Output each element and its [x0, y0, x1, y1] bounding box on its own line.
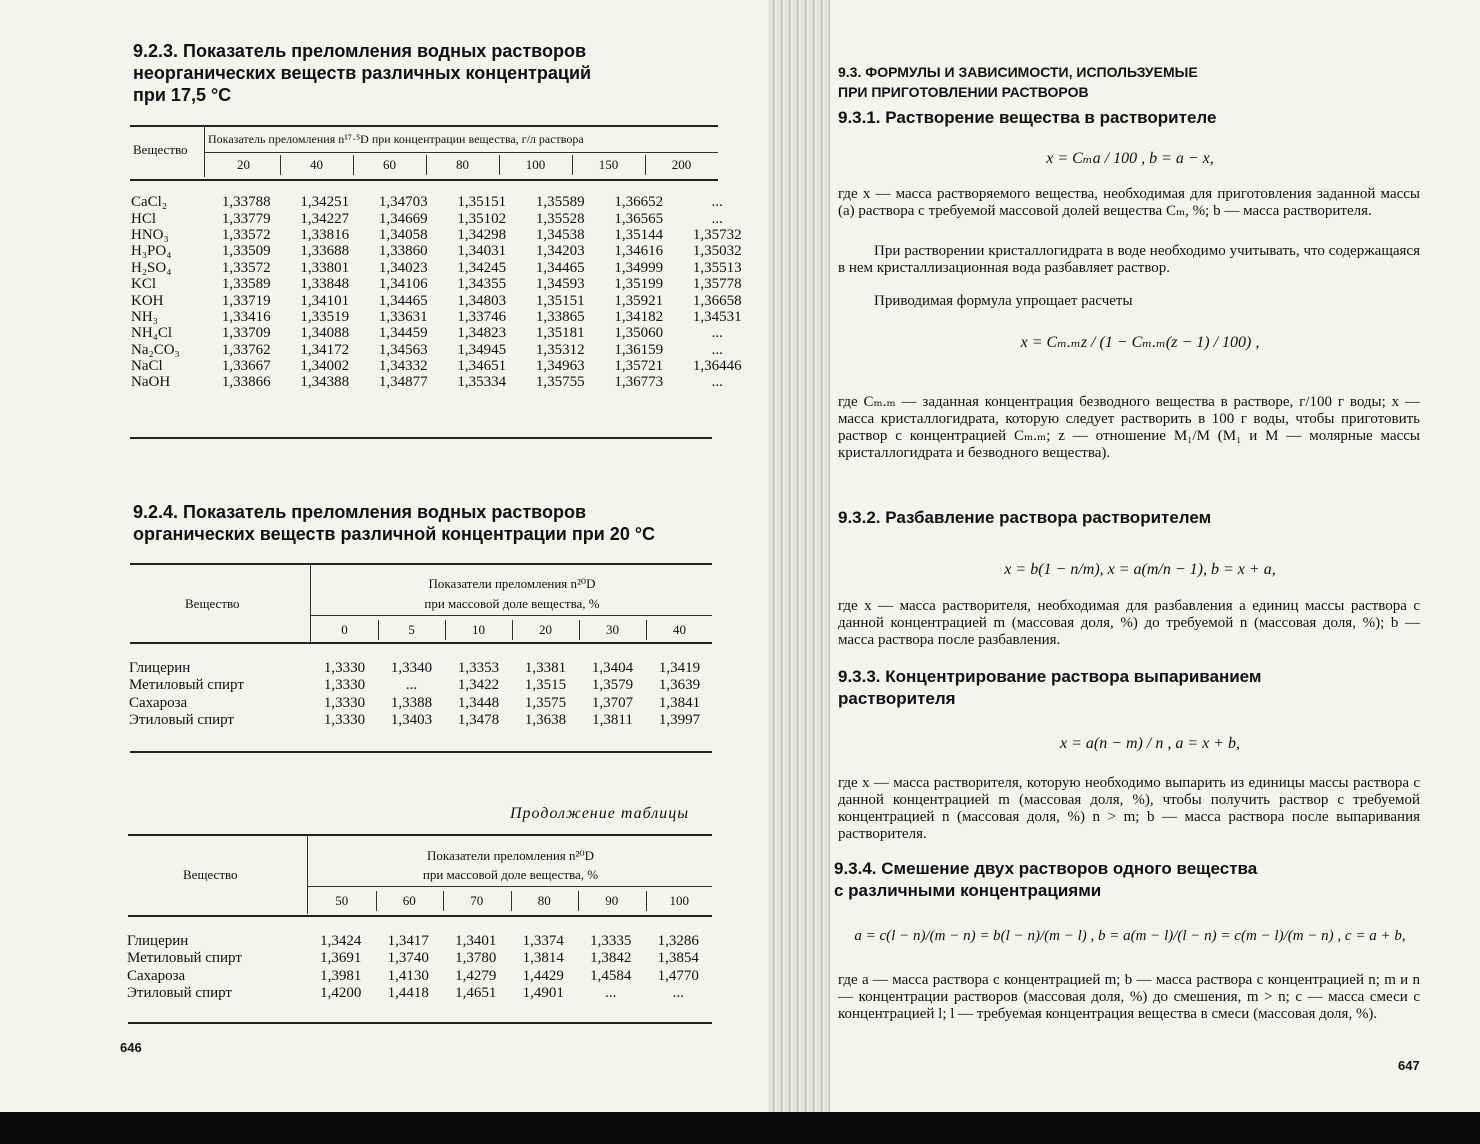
- right-page: [830, 0, 1480, 1112]
- column-header: 40: [673, 622, 686, 637]
- table-cell: 1,34227: [300, 210, 350, 227]
- column-divider: [445, 620, 446, 640]
- table-cell: 1,35513: [692, 259, 742, 276]
- table-row: [131, 374, 757, 390]
- table-cell: 1,3401: [455, 932, 497, 949]
- table-cell: 1,34088: [300, 325, 350, 342]
- column-header-substance: Вещество: [185, 596, 240, 611]
- substance-name: Na₂CO₃: [131, 341, 180, 358]
- table-cell: 1,3981: [320, 967, 362, 984]
- table-cell: ...: [711, 210, 723, 227]
- title-line: 9.2.4. Показатель преломления водных растворов: [133, 502, 587, 522]
- table-cell: 1,3330: [323, 659, 366, 676]
- table-cell: 1,3478: [457, 712, 500, 729]
- header-bottom-rule: [130, 179, 718, 181]
- section-title-9-3-1: 9.3.1. Растворение вещества в растворителе: [838, 108, 1217, 127]
- group-header-line: Показатели преломления n²⁰D: [426, 848, 595, 863]
- substance-name: Сахароза: [127, 967, 186, 984]
- table-cell: 1,3381: [524, 659, 567, 676]
- table-cell: 1,35778: [692, 276, 742, 293]
- table-cell: 1,33746: [457, 308, 507, 325]
- table-cell: 1,34182: [614, 308, 664, 325]
- table-cell: 1,3854: [657, 950, 699, 967]
- table-cell: 1,3422: [457, 677, 500, 694]
- table-cell: 1,3330: [323, 677, 366, 694]
- table-cell: 1,33865: [535, 308, 585, 325]
- table-cell: 1,33788: [221, 194, 271, 211]
- table-bottom-rule: [130, 437, 712, 439]
- table-cell: 1,36565: [614, 210, 664, 227]
- table-row: [127, 967, 712, 985]
- column-divider: [578, 891, 579, 911]
- column-header: 20: [539, 622, 552, 637]
- table-cell: 1,34823: [457, 325, 507, 342]
- table-bottom-rule: [128, 1022, 712, 1024]
- column-header-substance: Вещество: [183, 867, 238, 882]
- table-cell: 1,3707: [591, 694, 634, 711]
- table-cell: 1,34531: [692, 308, 742, 325]
- column-header: 70: [470, 893, 484, 908]
- table-cell: 1,3335: [590, 932, 632, 949]
- title-line: неорганических веществ различных концентраций: [133, 63, 592, 83]
- table-cell: 1,34251: [300, 194, 350, 211]
- column-divider: [646, 891, 647, 911]
- column-divider: [353, 155, 354, 175]
- organic-table-continued: [127, 932, 712, 1002]
- table-cell: 1,3811: [592, 712, 633, 729]
- column-divider: [645, 155, 646, 175]
- table-cell: 1,34031: [457, 243, 507, 260]
- table-top-rule: [130, 125, 718, 127]
- table-cell: 1,33667: [221, 358, 271, 375]
- column-header: 10: [472, 622, 485, 637]
- table-cell: 1,35312: [535, 341, 585, 358]
- table-cell: 1,33848: [300, 276, 350, 293]
- table-cell: 1,34058: [378, 226, 428, 243]
- table-cell: 1,36159: [614, 341, 664, 358]
- table-cell: 1,33709: [221, 325, 271, 342]
- table-cell: 1,35032: [692, 243, 742, 260]
- table-row: [131, 325, 757, 341]
- heading-line: 9.3. ФОРМУЛЫ И ЗАВИСИМОСТИ, ИСПОЛЬЗУЕМЫЕ: [838, 64, 1198, 80]
- table-cell: 1,3814: [522, 950, 564, 967]
- formula-evaporation: x = a(n − m) / n , a = x + b,: [1059, 735, 1241, 752]
- header-rule: [308, 886, 712, 887]
- table-cell: 1,35151: [457, 194, 507, 211]
- table-cell: 1,3330: [323, 712, 366, 729]
- table-cell: 1,33688: [300, 243, 350, 260]
- table-cell: 1,4584: [590, 967, 632, 984]
- table-cell: 1,35102: [457, 210, 507, 227]
- column-divider: [443, 891, 444, 911]
- table-cell: 1,3424: [320, 932, 362, 949]
- substance-name: Глицерин: [129, 659, 191, 676]
- title-line: растворителя: [838, 689, 956, 708]
- table-cell: 1,34172: [300, 341, 350, 358]
- table-cell: 1,33816: [300, 226, 350, 243]
- group-header-line: при массовой доле вещества, %: [422, 867, 599, 882]
- table-cell: 1,34999: [614, 259, 664, 276]
- substance-name: HCl: [131, 210, 157, 227]
- heading-line: ПРИ ПРИГОТОВЛЕНИИ РАСТВОРОВ: [838, 84, 1089, 100]
- table-cell: 1,3997: [658, 712, 701, 729]
- table-row: [129, 712, 713, 730]
- table-cell: 1,3374: [522, 932, 564, 949]
- table-cell: ...: [711, 194, 723, 211]
- column-header: 60: [402, 893, 416, 908]
- table-cell: 1,34101: [300, 292, 350, 309]
- title-line: органических веществ различной концентрации при 20 °C: [133, 524, 656, 544]
- table-cell: 1,33519: [300, 308, 350, 325]
- table-cell: 1,33762: [221, 341, 271, 358]
- table-cell: 1,4651: [455, 985, 497, 1002]
- substance-name: H₂SO₄: [131, 259, 172, 276]
- table-cell: ...: [711, 374, 723, 391]
- paragraph: Приводимая формула упрощает расчеты: [874, 293, 1133, 309]
- table-cell: ...: [605, 985, 617, 1002]
- table-row: [127, 950, 712, 968]
- table-row: [127, 932, 712, 950]
- substance-name: Сахароза: [129, 694, 188, 711]
- column-header: 20: [237, 157, 250, 172]
- book-gutter: [768, 0, 830, 1112]
- column-header: 80: [456, 157, 469, 172]
- table-row: [129, 659, 713, 677]
- table-cell: 1,3286: [657, 932, 699, 949]
- page-number: 647: [1398, 1058, 1420, 1073]
- table-cell: ...: [711, 341, 723, 358]
- table-cell: 1,34465: [535, 259, 585, 276]
- table-cell: 1,3404: [591, 659, 634, 676]
- table-row: [131, 292, 757, 308]
- table-row: [131, 342, 757, 358]
- table-cell: 1,35334: [457, 374, 507, 391]
- substance-name: NH₃: [131, 308, 158, 325]
- section-title-9-3-3: [838, 666, 1262, 710]
- table-cell: 1,35181: [535, 325, 585, 342]
- column-header: 200: [671, 157, 692, 172]
- table-row: [131, 210, 757, 226]
- table-row: [131, 260, 757, 276]
- table-cell: 1,3388: [390, 694, 433, 711]
- substance-name: Этиловый спирт: [127, 985, 232, 1002]
- table-cell: 1,35721: [614, 358, 664, 375]
- column-header-substance: Вещество: [133, 142, 188, 157]
- table-cell: 1,3691: [320, 950, 362, 967]
- table-cell: 1,34669: [378, 210, 428, 227]
- table-row: [131, 227, 757, 243]
- column-divider: [646, 620, 647, 640]
- table-cell: 1,3780: [455, 950, 497, 967]
- table-cell: 1,35060: [614, 325, 664, 342]
- table-cell: 1,34616: [614, 243, 664, 260]
- substance-name: Этиловый спирт: [129, 712, 234, 729]
- column-header: 30: [606, 622, 619, 637]
- column-header: 5: [408, 622, 415, 637]
- table-cell: 1,4279: [455, 967, 497, 984]
- table-cell: 1,34023: [378, 259, 428, 276]
- column-header: 50: [335, 893, 349, 908]
- table-cell: ...: [711, 325, 723, 342]
- table-cell: 1,34593: [535, 276, 585, 293]
- substance-name: KCl: [131, 276, 157, 293]
- paragraph: где x — масса растворителя, которую необходимо выпарить из единицы массы раствора с данной концентрацией m (массовая доля, %), чтобы получить раствор с требуемой концентрацией n (массовая доля, %) n > m; b — масса раствора после выпаривания растворителя.: [838, 775, 1420, 842]
- table-row: [129, 694, 713, 712]
- table-cell: 1,33416: [221, 308, 271, 325]
- formula-dissolution: x = Cₘa / 100 , b = a − x,: [1046, 150, 1214, 167]
- header-bottom-rule: [130, 642, 712, 644]
- substance-name: NaOH: [131, 374, 171, 391]
- section-title-9-2-4: [133, 501, 655, 545]
- section-title-9-3-4: [834, 858, 1257, 902]
- table-cell: 1,34106: [378, 276, 428, 293]
- column-header: 150: [598, 157, 619, 172]
- table-cell: 1,33860: [378, 243, 428, 260]
- organic-table: [129, 659, 713, 729]
- header-bottom-rule: [128, 915, 712, 917]
- chapter-heading: [838, 62, 1198, 102]
- column-divider: [280, 155, 281, 175]
- table-cell: 1,33572: [221, 259, 271, 276]
- table-cell: 1,34945: [457, 341, 507, 358]
- header-rule: [311, 615, 712, 616]
- column-divider: [376, 891, 377, 911]
- table-cell: 1,3638: [524, 712, 567, 729]
- table-cell: 1,33719: [221, 292, 271, 309]
- table-cell: 1,33631: [378, 308, 428, 325]
- title-line: 9.3.4. Смешение двух растворов одного вещества: [834, 859, 1258, 878]
- table-cell: 1,3419: [658, 659, 701, 676]
- table-cell: 1,36446: [692, 358, 742, 375]
- table-cell: 1,34245: [457, 259, 507, 276]
- formula-dilution: x = b(1 − n/m), x = a(m/n − 1), b = x + a,: [1004, 561, 1276, 578]
- substance-name: Метиловый спирт: [129, 677, 244, 694]
- table-cell: 1,3740: [387, 950, 429, 967]
- table-cell: 1,33572: [221, 226, 271, 243]
- group-header-line: при массовой доле вещества, %: [424, 596, 600, 611]
- group-header: Показатель преломления n¹⁷·⁵D при концентрации вещества, г/л раствора: [208, 132, 584, 146]
- table-cell: 1,36652: [614, 194, 664, 211]
- table-cell: 1,33779: [221, 210, 271, 227]
- table-cell: 1,3575: [524, 694, 567, 711]
- table-cell: 1,3403: [390, 712, 433, 729]
- table-cell: 1,35144: [614, 226, 664, 243]
- table-cell: 1,33801: [300, 259, 350, 276]
- paragraph: где x — масса растворяемого вещества, необходимая для приготовления заданной массы (a) раствора с требуемой массовой долей вещества Cₘ, %; b — масса растворителя.: [838, 186, 1420, 219]
- inorganic-table: [131, 194, 757, 391]
- substance-name: Глицерин: [127, 932, 189, 949]
- table-cell: 1,34803: [457, 292, 507, 309]
- column-divider: [426, 155, 427, 175]
- table-cell: 1,3639: [658, 677, 701, 694]
- table-cell: 1,3448: [457, 694, 500, 711]
- table-cell: 1,36773: [614, 374, 664, 391]
- table-row: [129, 677, 713, 695]
- table-row: [131, 309, 757, 325]
- table-cell: 1,35921: [614, 292, 664, 309]
- table-cell: 1,35199: [614, 276, 664, 293]
- table-cell: 1,3353: [457, 659, 500, 676]
- column-header: 100: [669, 893, 689, 908]
- column-header: 0: [341, 622, 348, 637]
- table-cell: 1,3417: [387, 932, 429, 949]
- group-header-line: Показатели преломления n²⁰D: [428, 576, 596, 591]
- table-cell: 1,35589: [535, 194, 585, 211]
- table-cell: 1,4429: [522, 967, 564, 984]
- table-cell: 1,35755: [535, 374, 585, 391]
- table-cell: 1,34203: [535, 243, 585, 260]
- table-cell: 1,4901: [522, 985, 564, 1002]
- table-cell: 1,4200: [320, 985, 362, 1002]
- table-cell: 1,35732: [692, 226, 742, 243]
- substance-name: Метиловый спирт: [127, 950, 242, 967]
- column-header: 60: [383, 157, 396, 172]
- substance-name: NH₄Cl: [131, 325, 173, 342]
- paragraph: где a — масса раствора с концентрацией m; b — масса раствора с концентрацией n; m и n — концентрации растворов (массовая доля, %) до смешения, m > n; c — масса смеси с концентрацией l; l — требуемая концентрация вещества в смеси (массовая доля, %).: [838, 972, 1420, 1022]
- table-cell: 1,34332: [378, 358, 428, 375]
- table-top-rule: [128, 834, 712, 836]
- title-line: 9.2.3. Показатель преломления водных растворов: [133, 41, 587, 61]
- table-cell: 1,34002: [300, 358, 350, 375]
- table-cell: 1,34459: [378, 325, 428, 342]
- column-header: 90: [605, 893, 619, 908]
- column-divider: [499, 155, 500, 175]
- table-cell: ...: [405, 677, 418, 694]
- title-line: 9.3.3. Концентрирование раствора выпариванием: [838, 667, 1262, 686]
- table-cell: 1,33509: [221, 243, 271, 260]
- table-cell: 1,34388: [300, 374, 350, 391]
- title-line: при 17,5 °C: [133, 85, 232, 105]
- table-cell: 1,36658: [692, 292, 742, 309]
- table-cell: 1,33866: [221, 374, 271, 391]
- column-header: 80: [537, 893, 551, 908]
- section-title-9-3-2: 9.3.2. Разбавление раствора растворителем: [838, 508, 1212, 527]
- paragraph: где x — масса растворителя, необходимая для разбавления a единиц массы раствора с данной концентрацией m (массовая доля, %) до требуемой n (массовая доля, %); b — масса раствора после разбавления.: [838, 598, 1420, 648]
- table-cell: 1,34651: [457, 358, 507, 375]
- continuation-label: Продолжение таблицы: [510, 805, 690, 822]
- substance-name: NaCl: [131, 358, 163, 375]
- table-cell: 1,34563: [378, 341, 428, 358]
- table-row: [131, 243, 757, 259]
- substance-name: KOH: [131, 292, 164, 309]
- table-cell: 1,3841: [658, 694, 701, 711]
- title-line: с различными концентрациями: [834, 881, 1102, 900]
- table-cell: 1,35151: [535, 292, 585, 309]
- column-divider: [572, 155, 573, 175]
- formula-crystal-hydrate: x = Cₘ.ₘz / (1 − Cₘ.ₘ(z − 1) / 100) ,: [1020, 334, 1260, 351]
- table-cell: 1,4418: [387, 985, 429, 1002]
- column-divider: [511, 891, 512, 911]
- table-cell: 1,34703: [378, 194, 428, 211]
- column-header: 40: [310, 157, 323, 172]
- column-header: 100: [525, 157, 546, 172]
- table-row: [127, 985, 712, 1003]
- table-cell: 1,34465: [378, 292, 428, 309]
- substance-name: H₃PO₄: [131, 243, 172, 260]
- table-cell: 1,33589: [221, 276, 271, 293]
- formula-mixing: a = c(l − n)/(m − n) = b(l − n)/(m − l) , b = a(m − l)/(l − n) = c(m − l)/(m − n) , c = a + b,: [854, 928, 1406, 944]
- substance-name: CaCl₂: [131, 194, 168, 211]
- page-number: 646: [120, 1040, 142, 1055]
- table-row: [131, 194, 757, 210]
- table-cell: 1,3330: [323, 694, 366, 711]
- substance-name: HNO₃: [131, 226, 169, 243]
- table-cell: 1,3579: [591, 677, 634, 694]
- table-cell: ...: [672, 985, 684, 1002]
- column-divider: [512, 620, 513, 640]
- table-cell: 1,34538: [535, 226, 585, 243]
- column-divider: [378, 620, 379, 640]
- paragraph: где Cₘ.ₘ — заданная концентрация безводного вещества в растворе, г/100 г воды; x — масса кристаллогидрата, которую следует растворить в 100 г воды, чтобы приготовить раствор с концентрацией Cₘ.ₘ; z — отношение M₁/M (M₁ и M — молярные массы кристаллогидрата и безводного вещества).: [838, 394, 1420, 461]
- section-title-9-2-3: [133, 40, 591, 106]
- table-cell: 1,4770: [657, 967, 699, 984]
- table-cell: 1,34355: [457, 276, 507, 293]
- table-cell: 1,3842: [590, 950, 632, 967]
- table-cell: 1,34963: [535, 358, 585, 375]
- table-row: [131, 276, 757, 292]
- table-cell: 1,34298: [457, 226, 507, 243]
- table-cell: 1,3515: [524, 677, 567, 694]
- table-bottom-rule: [130, 751, 712, 753]
- table-cell: 1,3340: [390, 659, 433, 676]
- paragraph: При растворении кристаллогидрата в воде необходимо учитывать, что содержащаяся в нем кристаллизационная вода разбавляет раствор.: [838, 243, 1420, 276]
- header-rule: [205, 152, 718, 153]
- table-cell: 1,4130: [387, 967, 429, 984]
- column-divider: [579, 620, 580, 640]
- table-cell: 1,35528: [535, 210, 585, 227]
- table-cell: 1,34877: [378, 374, 428, 391]
- table-top-rule: [130, 563, 712, 565]
- table-row: [131, 358, 757, 374]
